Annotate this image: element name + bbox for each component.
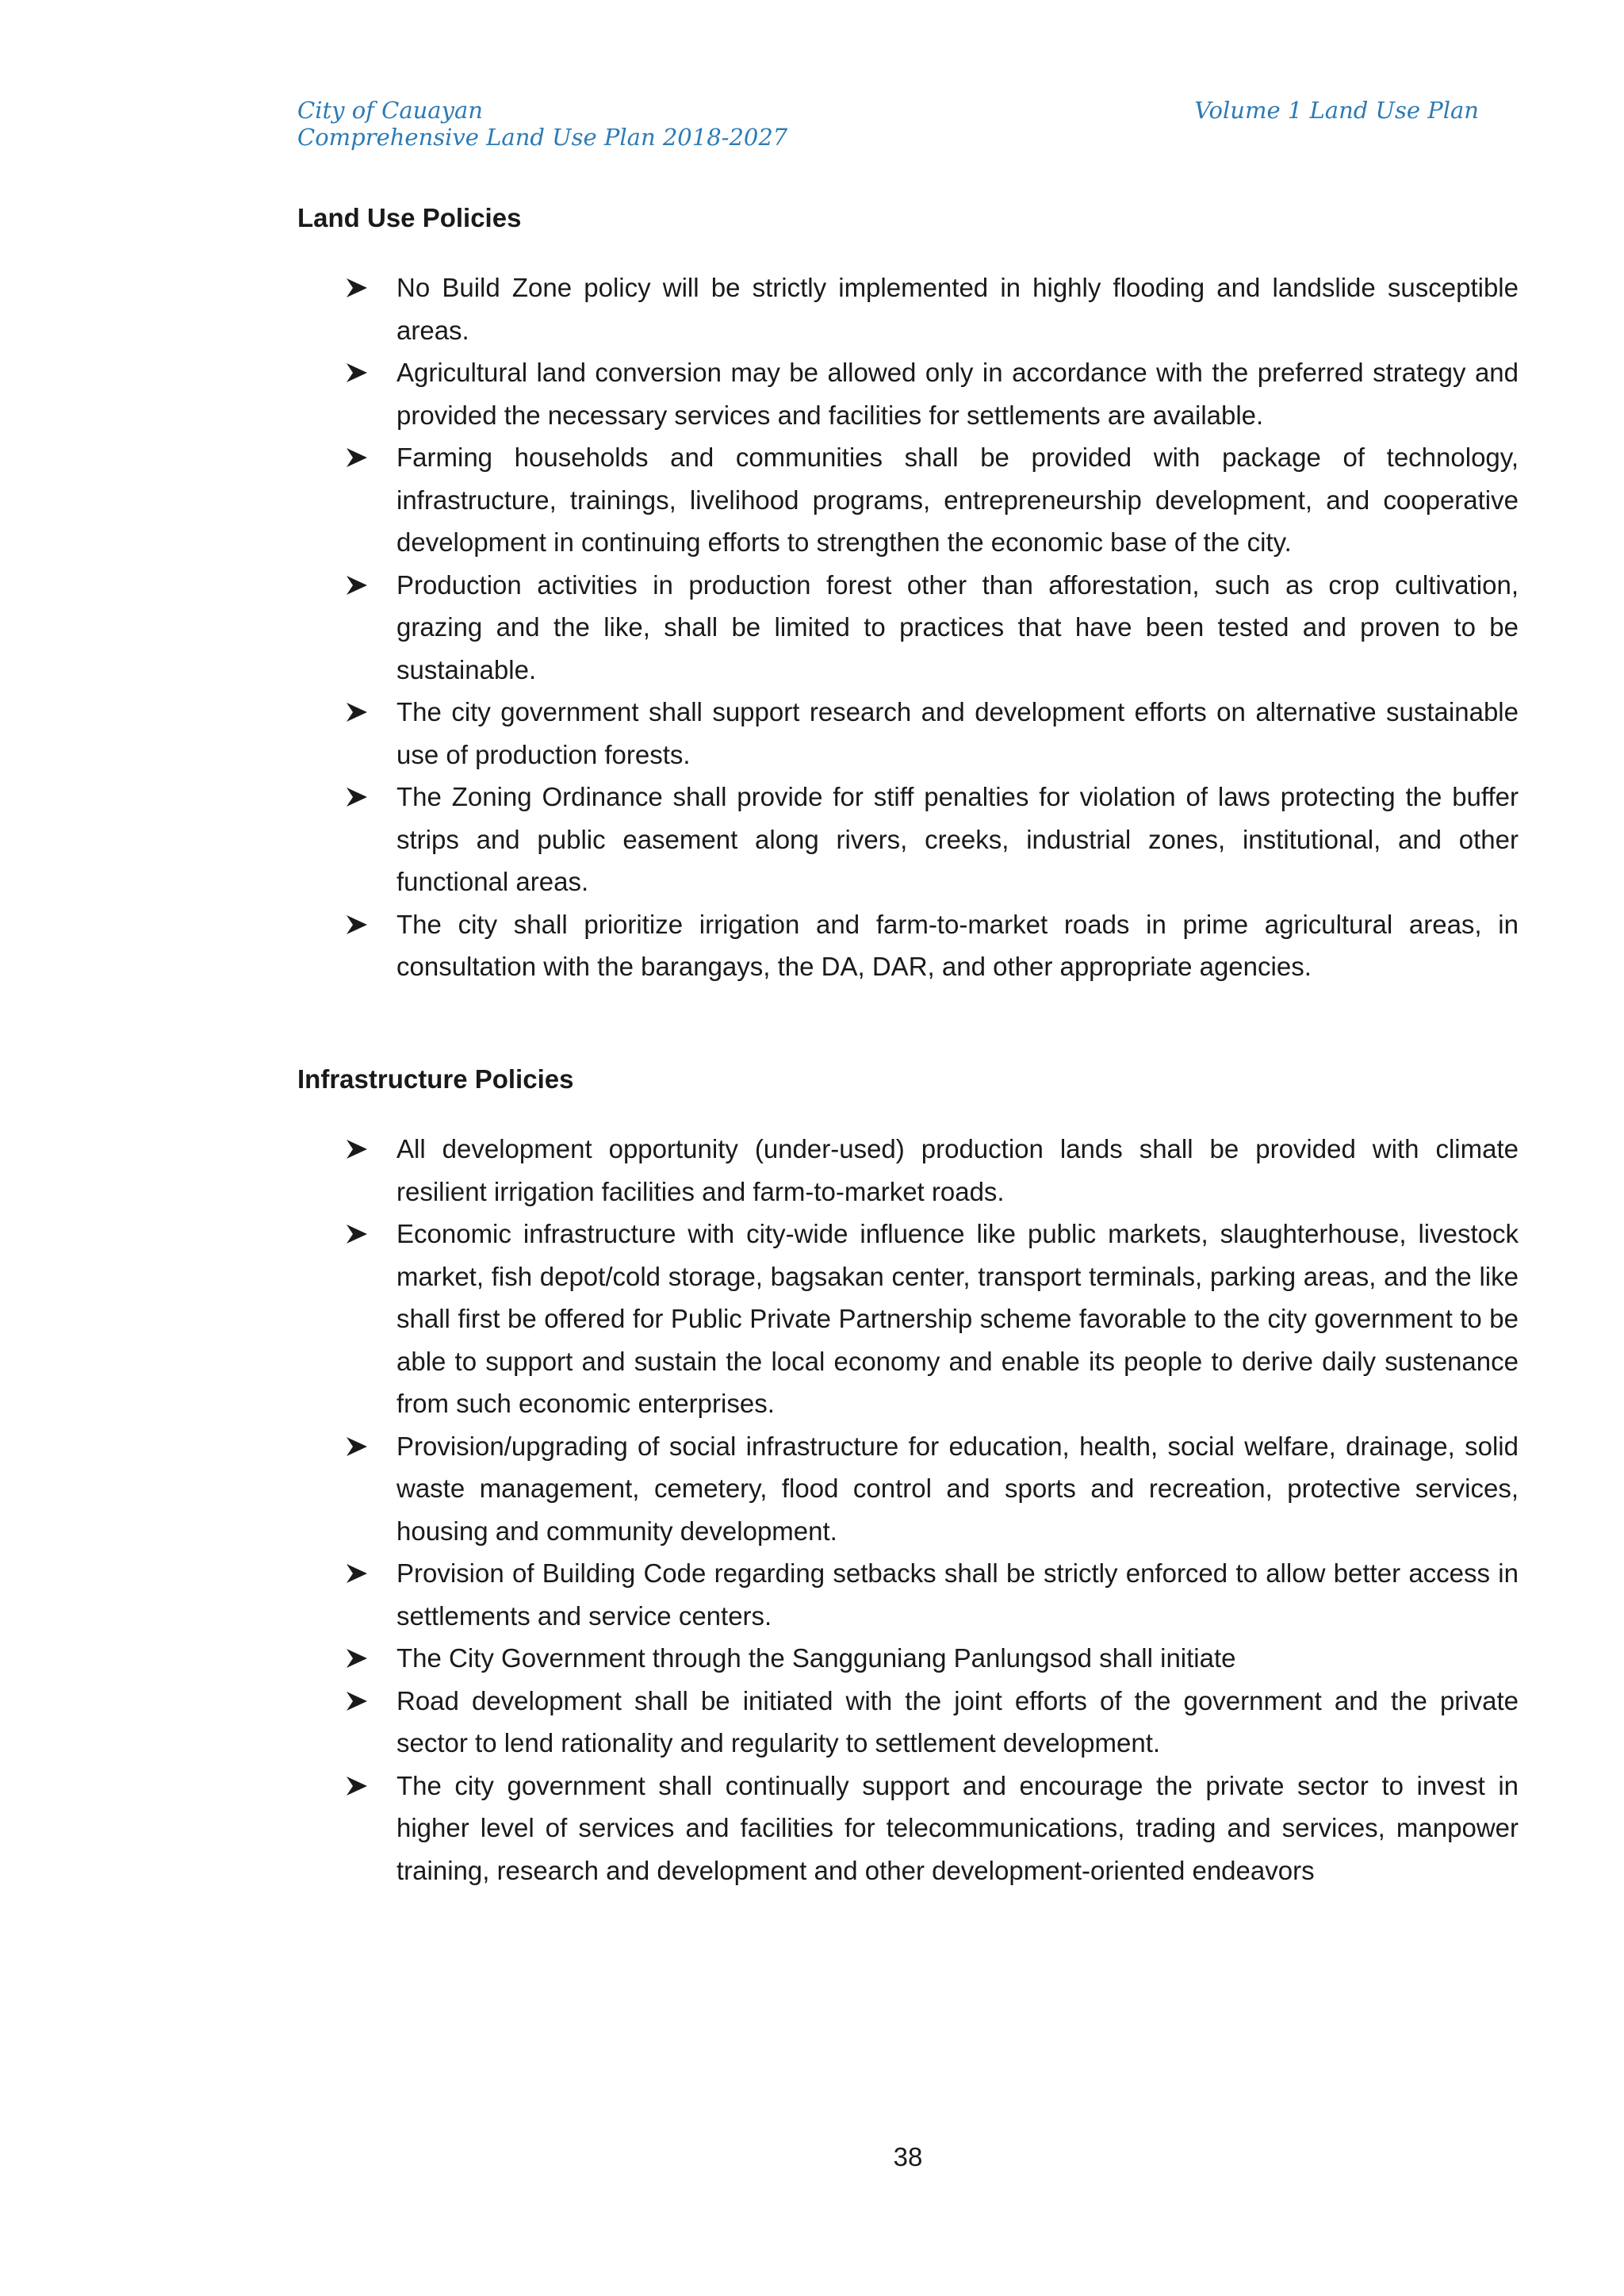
list-item	[297, 564, 1519, 692]
list-item	[297, 1680, 1519, 1765]
arrowhead-bullet-icon	[345, 1138, 369, 1160]
list-item	[297, 691, 1519, 776]
section-heading: Infrastructure Policies	[297, 1064, 574, 1094]
page-number: 38	[893, 2142, 923, 2171]
header-volume: Volume 1 Land Use Plan	[1194, 97, 1479, 124]
arrowhead-bullet-icon	[345, 1775, 369, 1797]
list-item-text: The city government shall support research and development efforts on alternative sustainable use of production forests.	[396, 697, 1519, 769]
list-item-text: Agricultural land conversion may be allowed only in accordance with the preferred strategy and provided the necessary services and facilities for settlements are available.	[396, 358, 1519, 430]
section-infrastructure-policies	[297, 1064, 1519, 1892]
arrowhead-bullet-icon	[345, 786, 369, 808]
header-left	[297, 97, 787, 151]
list-item-text: The City Government through the Sangguniang Panlungsod shall initiate	[396, 1643, 1236, 1673]
arrowhead-bullet-icon	[345, 1690, 369, 1712]
arrowhead-bullet-icon	[345, 1647, 369, 1669]
bullet-list	[297, 266, 1519, 988]
list-item	[297, 776, 1519, 903]
header-right	[1194, 97, 1479, 124]
list-item	[297, 1552, 1519, 1637]
list-item	[297, 1213, 1519, 1425]
list-item	[297, 351, 1519, 436]
list-item	[297, 1425, 1519, 1553]
list-item-text: The city government shall continually support and encourage the private sector to invest in higher level of services and facilities for telecommunications, trading and services, manpower training, research and development and other development-oriented endeavors	[396, 1770, 1519, 1885]
list-item-text: Provision/upgrading of social infrastructure for education, health, social welfare, drainage, solid waste management, cemetery, flood control and sports and recreation, protective services, housing and community development.	[396, 1431, 1519, 1546]
list-item	[297, 1765, 1519, 1892]
arrowhead-bullet-icon	[345, 1562, 369, 1585]
list-item-text: Farming households and communities shall be provided with package of technology, infrastructure, trainings, livelihood programs, entrepreneurship development, and cooperative development in continuing efforts to strengthen the economic base of the city.	[396, 443, 1519, 557]
arrowhead-bullet-icon	[345, 1223, 369, 1245]
arrowhead-bullet-icon	[345, 362, 369, 384]
list-item-text: Production activities in production forest other than afforestation, such as crop cultivation, grazing and the like, shall be limited to practices that have been tested and proven to be sustainable.	[396, 569, 1519, 684]
list-item-text: Economic infrastructure with city-wide influence like public markets, slaughterhouse, livestock market, fish depot/cold storage, bagsakan center, transport terminals, parking areas, and the like shall first be offered for Public Private Partnership scheme favorable to the city government to be able to support and sustain the local economy and enable its people to derive daily sustenance from such economic enterprises.	[396, 1219, 1519, 1418]
list-item-text: All development opportunity (under-used) production lands shall be provided with climate resilient irrigation facilities and farm-to-market roads.	[396, 1134, 1519, 1206]
list-item	[297, 1637, 1519, 1680]
arrowhead-bullet-icon	[345, 1435, 369, 1458]
list-item-text: The city shall prioritize irrigation and farm-to-market roads in prime agricultural areas, in consultation with the barangays, the DA, DAR, and other appropriate agencies.	[396, 909, 1519, 981]
list-item	[297, 1128, 1519, 1213]
arrowhead-bullet-icon	[345, 447, 369, 469]
list-item-text: The Zoning Ordinance shall provide for stiff penalties for violation of laws protecting the buffer strips and public easement along rivers, creeks, industrial zones, institutional, and other functional areas.	[396, 782, 1519, 896]
list-item	[297, 266, 1519, 351]
header-plan-title: Comprehensive Land Use Plan 2018-2027	[297, 124, 788, 151]
list-item	[297, 436, 1519, 564]
section-land-use-policies	[297, 202, 1519, 988]
section-heading: Land Use Policies	[297, 203, 522, 232]
list-item-text: Road development shall be initiated with the joint efforts of the government and the private sector to lend rationality and regularity to settlement development.	[396, 1685, 1519, 1757]
arrowhead-bullet-icon	[345, 701, 369, 723]
bullet-list	[297, 1128, 1519, 1892]
list-item-text: No Build Zone policy will be strictly implemented in highly flooding and landslide susceptible areas.	[396, 273, 1519, 345]
arrowhead-bullet-icon	[345, 277, 369, 299]
list-item	[297, 903, 1519, 988]
page-footer	[0, 2141, 1624, 2173]
arrowhead-bullet-icon	[345, 914, 369, 936]
list-item-text: Provision of Building Code regarding setbacks shall be strictly enforced to allow better access in settlements and service centers.	[396, 1558, 1519, 1631]
arrowhead-bullet-icon	[345, 574, 369, 596]
header-city: City of Cauayan	[297, 97, 483, 124]
